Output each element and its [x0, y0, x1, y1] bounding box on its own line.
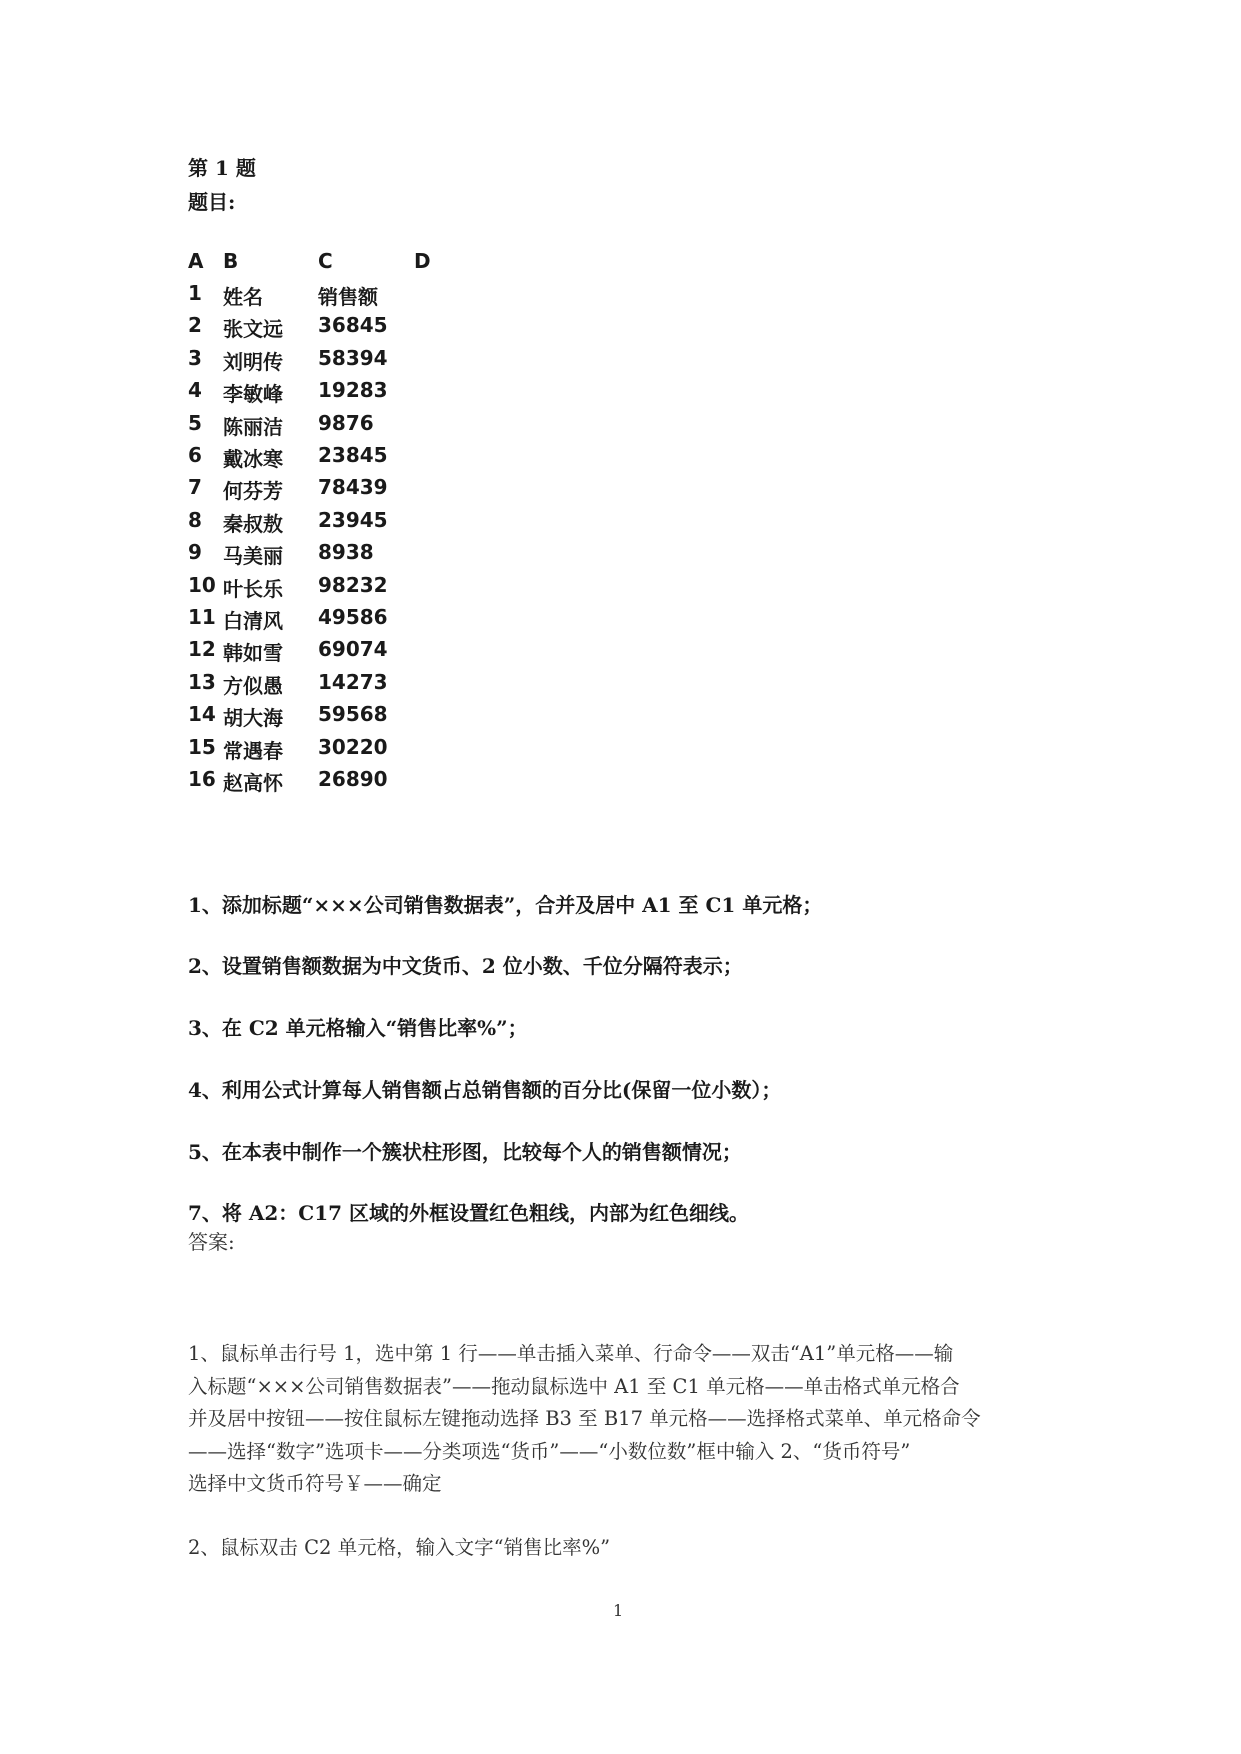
name-cell: 陈丽洁	[223, 414, 283, 439]
name-cell: 赵高怀	[223, 771, 283, 795]
name-cell: 韩如雪	[223, 641, 283, 666]
name-cell: 马美丽	[223, 544, 283, 569]
value-cell: 销售额	[318, 285, 378, 309]
name-cell: 李敏峰	[223, 382, 283, 407]
task-item: 5、在本表中制作一个簇状柱形图，比较每个人的销售额情况；	[188, 1140, 742, 1164]
row-number: 15	[188, 734, 216, 759]
column-header-c: C	[318, 249, 333, 273]
name-cell: 张文远	[223, 317, 283, 342]
column-header-d: D	[414, 249, 431, 273]
name-cell: 何芬芳	[223, 479, 283, 504]
row-number: 3	[188, 345, 202, 370]
row-number: 2	[188, 313, 202, 338]
row-number: 6	[188, 443, 202, 467]
task-item: 2、设置销售额数据为中文货币、2 位小数、千位分隔符表示；	[188, 954, 743, 978]
name-cell: 刘明传	[223, 349, 283, 374]
value-cell: 49586	[318, 605, 388, 629]
task-item: 4、利用公式计算每人销售额占总销售额的百分比(保留一位小数）；	[188, 1078, 782, 1102]
column-header-a: A	[188, 249, 204, 273]
name-cell: 胡大海	[223, 706, 283, 731]
name-cell: 常遇春	[223, 738, 283, 763]
value-cell: 8938	[318, 540, 374, 565]
value-cell: 69074	[318, 637, 388, 662]
page-number: 1	[613, 1601, 624, 1620]
name-cell: 秦叔敖	[223, 511, 283, 536]
row-number: 14	[188, 702, 216, 727]
question-label: 题目:	[188, 190, 236, 214]
value-cell: 23845	[318, 443, 388, 467]
answer-line: 入标题“×××公司销售数据表”——拖动鼠标选中 A1 至 C1 单元格——单击格式单元格合	[188, 1374, 960, 1398]
answer-line: 选择中文货币符号￥——确定	[188, 1472, 442, 1495]
name-cell: 姓名	[223, 285, 263, 309]
value-cell: 58394	[318, 345, 388, 370]
value-cell: 78439	[318, 475, 388, 500]
answer-line: 2、鼠标双击 C2 单元格，输入文字“销售比率%”	[188, 1536, 611, 1559]
row-number: 5	[188, 410, 202, 435]
row-number: 7	[188, 475, 202, 500]
value-cell: 59568	[318, 702, 388, 727]
row-number: 16	[188, 767, 216, 791]
value-cell: 23945	[318, 507, 388, 532]
name-cell: 白清风	[223, 609, 283, 633]
value-cell: 9876	[318, 410, 374, 435]
row-number: 9	[188, 540, 202, 565]
value-cell: 36845	[318, 313, 388, 338]
column-header-b: B	[223, 249, 239, 273]
row-number: 12	[188, 637, 216, 662]
task-item: 7、将 A2：C17 区域的外框设置红色粗线，内部为红色细线。	[188, 1201, 750, 1225]
row-number: 10	[188, 572, 216, 597]
row-number: 4	[188, 378, 202, 403]
name-cell: 方似愚	[223, 673, 283, 698]
row-number: 1	[188, 281, 202, 305]
value-cell: 26890	[318, 767, 388, 791]
value-cell: 14273	[318, 669, 388, 694]
value-cell: 19283	[318, 378, 388, 403]
value-cell: 30220	[318, 734, 388, 759]
row-number: 11	[188, 605, 216, 629]
question-number: 第 1 题	[188, 156, 256, 180]
answer-label: 答案:	[188, 1230, 235, 1254]
name-cell: 叶长乐	[223, 576, 283, 601]
answer-line: 1、鼠标单击行号 1，选中第 1 行——单击插入菜单、行命令——双击“A1”单元格——输	[188, 1342, 954, 1365]
value-cell: 98232	[318, 572, 388, 597]
task-item: 1、添加标题“×××公司销售数据表”，合并及居中 A1 至 C1 单元格；	[188, 893, 823, 917]
answer-line: ——选择“数字”选项卡——分类项选“货币”——“小数位数”框中输入 2、“货币符号”	[188, 1439, 911, 1463]
name-cell: 戴冰寒	[223, 447, 283, 471]
answer-line: 并及居中按钮——按住鼠标左键拖动选择 B3 至 B17 单元格——选择格式菜单、单元格命令	[188, 1407, 981, 1430]
row-number: 8	[188, 507, 202, 532]
row-number: 13	[188, 669, 216, 694]
task-item: 3、在 C2 单元格输入“销售比率%”；	[188, 1016, 528, 1040]
